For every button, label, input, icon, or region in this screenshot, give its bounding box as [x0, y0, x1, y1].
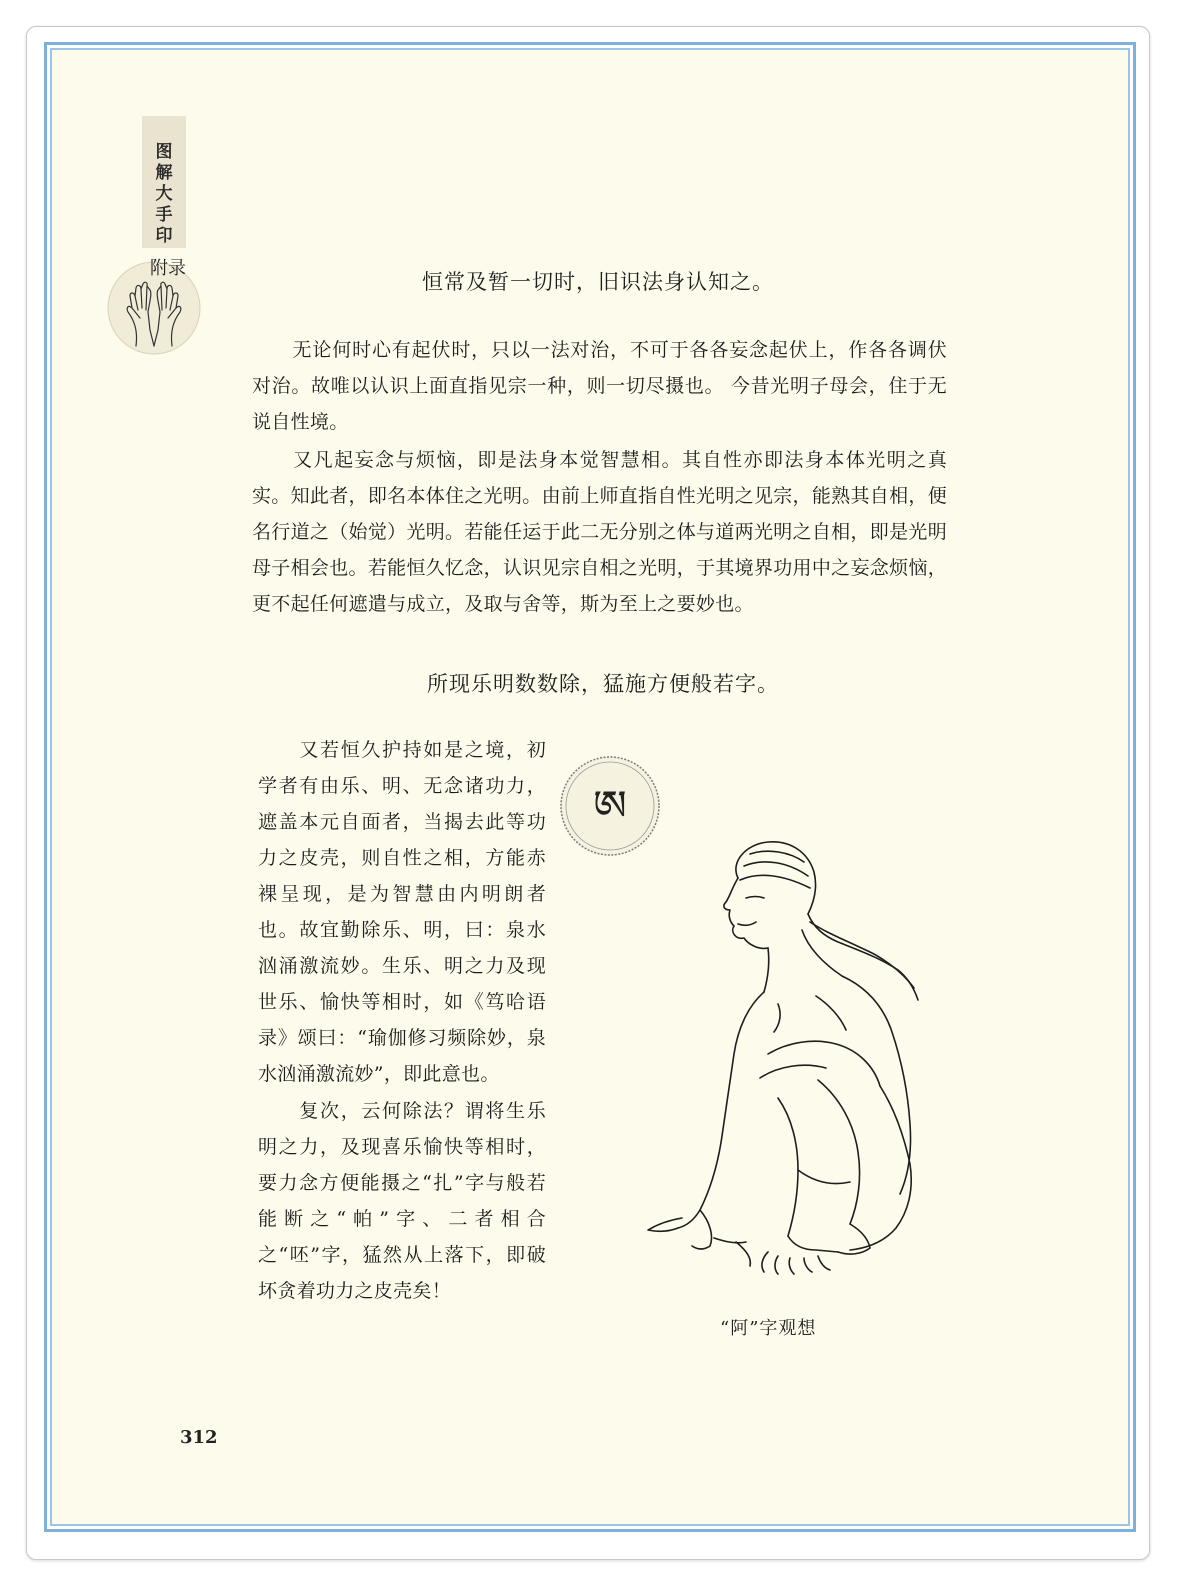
seal-glyph: ཨ	[593, 781, 627, 830]
paragraph-3-text: 又若恒久护持如是之境，初学者有由乐、明、无念诸功力，遮盖本元自面者，当揭去此等功力之皮壳，则自性之相，方能赤裸呈现，是为智慧由内明朗者也。故宜勤除乐、明，曰：泉水汹涌激流妙。生乐、明之力及现世乐、愉快等相时，如《笃哈语录》颂曰：“瑜伽修习频除妙，泉水汹涌激流妙”，即此意也。	[258, 739, 546, 1085]
paragraph-4	[258, 1093, 546, 1309]
page-number: 312	[180, 1427, 218, 1448]
paragraph-4-text: 复次，云何除法？谓将生乐明之力，及现喜乐愉快等相时，要力念方便能摄之“扎”字与般若能断之“帕”字、二者相合之“呸”字，猛然从上落下，即破坏贪着功力之皮壳矣！	[258, 1100, 546, 1302]
section-label: 附录	[150, 258, 186, 279]
seated-yogi-illustration	[618, 818, 968, 1308]
paragraph-1-text: 无论何时心有起伏时，只以一法对治，不可于各各妄念起伏上，作各各调伏对治。故唯以认识上面直指见宗一种，则一切尽摄也。 今昔光明子母会，住于无说自性境。	[252, 339, 947, 433]
book-title-vertical: 图 解 大 手 印	[155, 142, 173, 246]
page-frame	[50, 48, 1130, 1526]
figure-caption: “阿”字观想	[720, 1318, 817, 1339]
paragraph-1	[252, 332, 947, 440]
paragraph-2	[252, 442, 947, 622]
paragraph-3	[258, 732, 546, 1092]
verse-heading-1: 恒常及暂一切时，旧识法身认知之。	[422, 270, 774, 294]
paragraph-2-text: 又凡起妄念与烦恼，即是法身本觉智慧相。其自性亦即法身本体光明之真实。知此者，即名本体住之光明。由前上师直指自性光明之见宗，能熟其自相，便名行道之（始觉）光明。若能任运于此二无分别之体与道两光明之自相，即是光明母子相会也。若能恒久忆念，认识见宗自相之光明，于其境界功用中之妄念烦恼，更不起任何遮遣与成立，及取与舍等，斯为至上之要妙也。	[252, 449, 947, 615]
verse-heading-2: 所现乐明数数除，猛施方便般若字。	[427, 672, 779, 696]
